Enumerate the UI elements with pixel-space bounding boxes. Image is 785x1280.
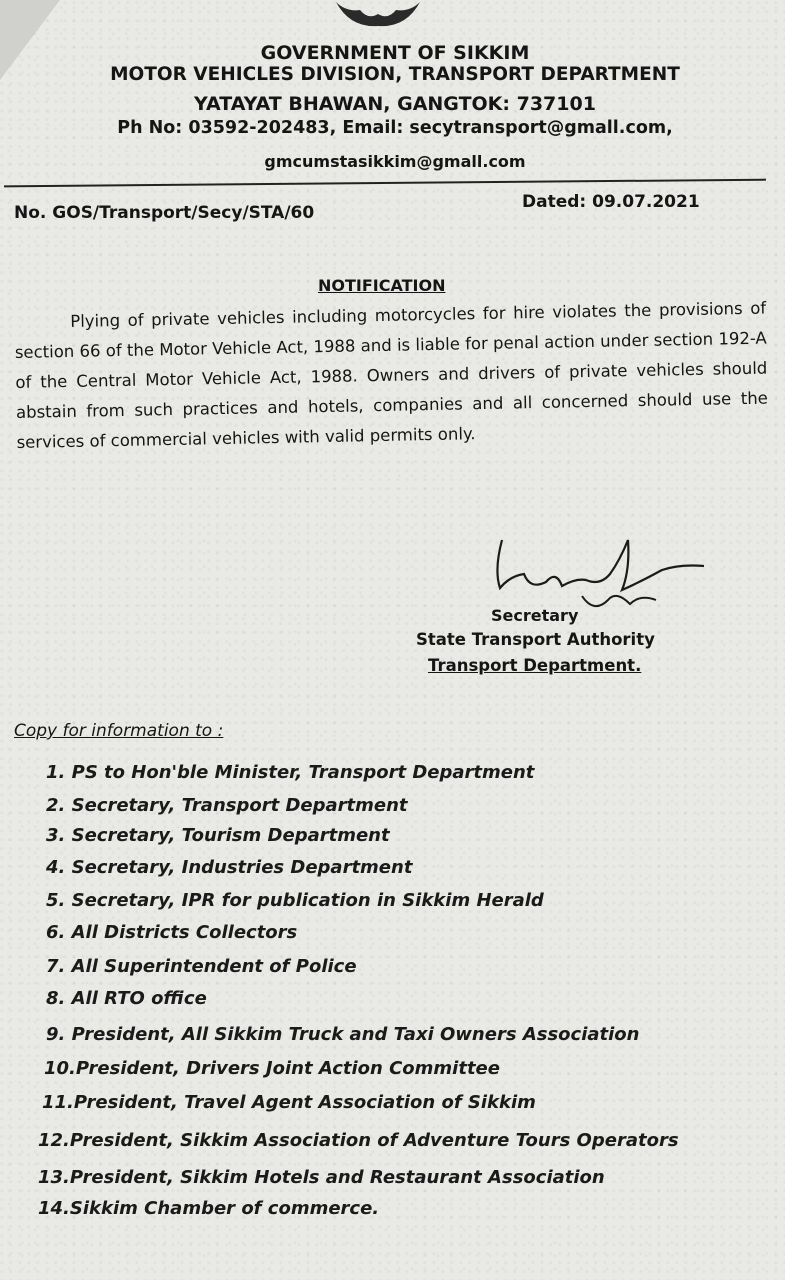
- list-item: 13.President, Sikkim Hotels and Restaurant Association: [38, 1167, 605, 1188]
- list-item: 5. Secretary, IPR for publication in Sikkim Herald: [46, 890, 544, 911]
- copy-heading: Copy for information to :: [14, 721, 224, 741]
- reference-number: No. GOS/Transport/Secy/STA/60: [14, 203, 315, 223]
- list-item: 12.President, Sikkim Association of Adventure Tours Operators: [38, 1130, 679, 1151]
- header-email: gmcumstasikkim@gmall.com: [264, 152, 526, 171]
- folded-corner: [0, 0, 60, 80]
- list-item: 6. All Districts Collectors: [46, 922, 298, 943]
- signatory-department: Transport Department.: [428, 656, 642, 675]
- notification-text: Plying of private vehicles including motorcycles for hire violates the provisions of section 66 of the Motor Vehicle Act, 1988 and is liable for penal action under section 192-A of the Central Motor Vehicle Act, 1988. Owners and drivers of private vehicles should abstain from such practices and hotels, companies and all concerned should use the services of commercial vehicles with valid permits only.: [14, 298, 769, 452]
- signatory-authority: State Transport Authority: [416, 630, 655, 649]
- list-item: 2. Secretary, Transport Department: [46, 795, 408, 816]
- state-emblem-icon: [330, 0, 426, 30]
- list-item: 9. President, All Sikkim Truck and Taxi Owners Association: [46, 1024, 640, 1045]
- header-contact: Ph No: 03592-202483, Email: secytransport@gmall.com,: [117, 118, 673, 138]
- list-item: 4. Secretary, Industries Department: [46, 857, 413, 878]
- list-item: 10.President, Drivers Joint Action Committee: [44, 1058, 500, 1079]
- list-item: 3. Secretary, Tourism Department: [46, 825, 390, 846]
- signatory-designation: Secretary: [491, 606, 579, 625]
- list-item: 14.Sikkim Chamber of commerce.: [38, 1198, 380, 1219]
- list-item: 11.President, Travel Agent Association of Sikkim: [42, 1092, 536, 1113]
- list-item: 8. All RTO office: [46, 988, 207, 1009]
- notification-title: NOTIFICATION: [318, 276, 446, 295]
- header-government: GOVERNMENT OF SIKKIM: [260, 42, 530, 64]
- list-item: 7. All Superintendent of Police: [46, 956, 357, 977]
- list-item: 1. PS to Hon'ble Minister, Transport Department: [46, 762, 535, 783]
- document-date: Dated: 09.07.2021: [522, 192, 700, 212]
- header-division: MOTOR VEHICLES DIVISION, TRANSPORT DEPARTMENT: [110, 64, 680, 85]
- header-address: YATAYAT BHAWAN, GANGTOK: 737101: [194, 93, 596, 115]
- header-divider: [4, 179, 766, 188]
- notification-body: [14, 294, 769, 458]
